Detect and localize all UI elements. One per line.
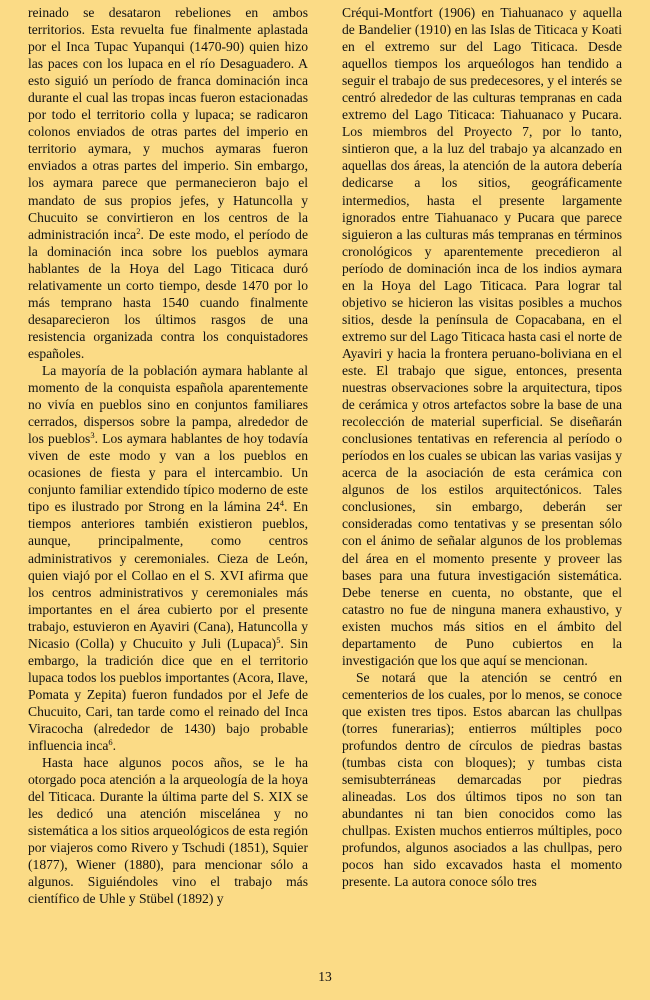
footnote-reference: 4 — [279, 498, 284, 509]
paragraph — [28, 754, 308, 907]
paragraph-text: . Los aymara hablantes de hoy todavía viven de este modo y van a los pueblos en ocasiones de fiesta y para el intercambio. Un conjunto familiar extendido típico moderno de este tipo es ilustrado por Strong en la lámina 24 — [28, 431, 308, 515]
paragraph — [28, 4, 308, 362]
page-number: 13 — [318, 969, 332, 984]
footnote-reference: 5 — [276, 634, 281, 645]
paragraph — [342, 669, 622, 891]
footnote-reference: 2 — [136, 225, 141, 236]
paragraph-text: La mayoría de la población aymara hablante al momento de la conquista española aparentemente no vivía en pueblos sino en conjuntos familiares cerrados, dispersos sobre la pampa, alrededor de los pueblos — [28, 362, 308, 447]
right-column — [342, 4, 622, 890]
footnote-reference: 3 — [90, 430, 95, 441]
paragraph-text: . Sin embargo, la tradición dice que en el territorio lupaca todos los pueblos importantes (Acora, Ilave, Pomata y Zepita) fueron fundados por el Jefe de Chucuito, Cari, tan tarde como el reinado del Inca Viracocha (alrededor de 1430) bajo probable influencia inca — [28, 635, 308, 754]
left-column — [28, 4, 308, 907]
paragraph-text: reinado se desataron rebeliones en ambos territorios. Esta revuelta fue finalmente aplastada por el Inca Tupac Yupanqui (1470-90) quien hizo las paces con los lupaca en el río Desaguadero. A esto siguió un período de franca dominación inca durante el cual las tropas incas fueron estacionadas por todo el territorio colla y lupaca; se radicaron colonos enviados de otras partes del imperio en territorio aymara, y muchos aymaras fueron enviados a otras partes del imperio. Sin embargo, los aymara parece que permanecieron bajo el mandato de sus propios jefes, y Hatuncolla y Chucuito se convirtieron en los centros de la administración inca — [28, 5, 308, 242]
footnote-reference: 6 — [108, 737, 113, 748]
paragraph-text: . De este modo, el período de la dominación inca sobre los pueblos aymara hablantes de la Hoya del Lago Titicaca duró relativamente un corto tiempo, desde 1470 por lo más temprano hasta 1540 cuando finalmente desaparecieron los últimos rasgos de una resistencia organizada contra los conquistadores españoles. — [28, 226, 308, 361]
paragraph — [28, 362, 308, 754]
paragraph-text: Créqui-Montfort (1906) en Tiahuanaco y aquella de Bandelier (1910) en las Islas de Titicaca y Koati en el extremo sur del Lago Titicaca. Desde aquellos tiempos los arqueólogos han tendido a seguir el trabajo de sus predecesores, y el interés se centró alrededor de las culturas tempranas en cada extremo del Lago Titicaca: Tiahuanaco y Pucara. Los miembros del Proyecto 7, por lo tanto, sintieron que, a la luz del trabajo ya alcanzado en aquellas dos áreas, la atención de la autora debería dedicarse a los sitios, geográficamente intermedios, hasta el presente largamente ignorados entre Tiahuanaco y Pucara que parece siguieron a las culturas más tempranas en términos cronológicos y aparentemente precedieron al período de dominación inca de los indios aymara en la Hoya del Lago Titicaca. Para lograr tal objetivo se hicieron las visitas posibles a muchos sitios, desde la península de Copacabana, en el extremo sur del Lago Titicaca hasta casi el norte de Ayaviri y hacia la frontera peruano-boliviana en el este. El trabajo que sigue, entonces, presenta nuestras observaciones sobre la arquitectura, tipos de cerámica y otros artefactos sobre la base de una recolección de material superficial. Se diseñarán conclusiones tentativas en referencia al período o períodos en los cuales se ubican las varias vasijas y acerca de la asociación de esta cerámica con algunos de los estilos arquitectónicos. Tales conclusiones, sin embargo, deberán ser consideradas como tentativas y se presentan sólo con el ánimo de señalar algunos de los problemas del área en el momento presente y proveer las bases para una futura investigación sistemática. Debe tenerse en cuenta, no obstante, que el catastro no fue de ninguna manera exhaustivo, y existen muchos más sitios en el ámbito del departamento de Puno cubiertos en la investigación que los que aquí se mencionan. — [342, 5, 622, 668]
paragraph-text: . En tiempos anteriores también existieron pueblos, aunque, principalmente, como centros administrativos y ceremoniales. Cieza de León, quien viajó por el Collao en el S. XVI afirma que los centros administrativos y ceremoniales más importantes en el área cubierto por el presente trabajo, estuvieron en Ayaviri (Cana), Hatuncolla y Nicasio (Colla) y Chucuito y Juli (Lupaca) — [28, 499, 308, 651]
paragraph-text: Se notará que la atención se centró en cementerios de los cuales, por lo menos, se conoce que existen tres tipos. Estos abarcan las chullpas (torres funerarias); entierros múltiples poco profundos dentro de círculos de piedras bastas (tumbas cista con bloques); y tumbas cista semisubterráneas demarcadas por piedras alineadas. Los dos últimos tipos no son tan abundantes ni tan bien conocidos como las chullpas. Existen muchos entierros múltiples, poco profundos, algunos asociados a las chullpas, pero pocos han sido excavados hasta el momento presente. La autora conoce sólo tres — [342, 669, 622, 890]
paragraph-text: Hasta hace algunos pocos años, se le ha otorgado poca atención a la arqueología de la hoya del Titicaca. Durante la última parte del S. XIX se les dedicó una atención miscelánea y no sistemática a los sitios arqueológicos de esta región por viajeros como Rivero y Tschudi (1851), Squier (1877), Wiener (1880), para mencionar sólo a algunos. Siguiéndoles vino el trabajo más científico de Uhle y Stübel (1892) y — [28, 755, 308, 907]
paragraph-text: . — [112, 738, 117, 754]
paragraph — [342, 4, 622, 669]
